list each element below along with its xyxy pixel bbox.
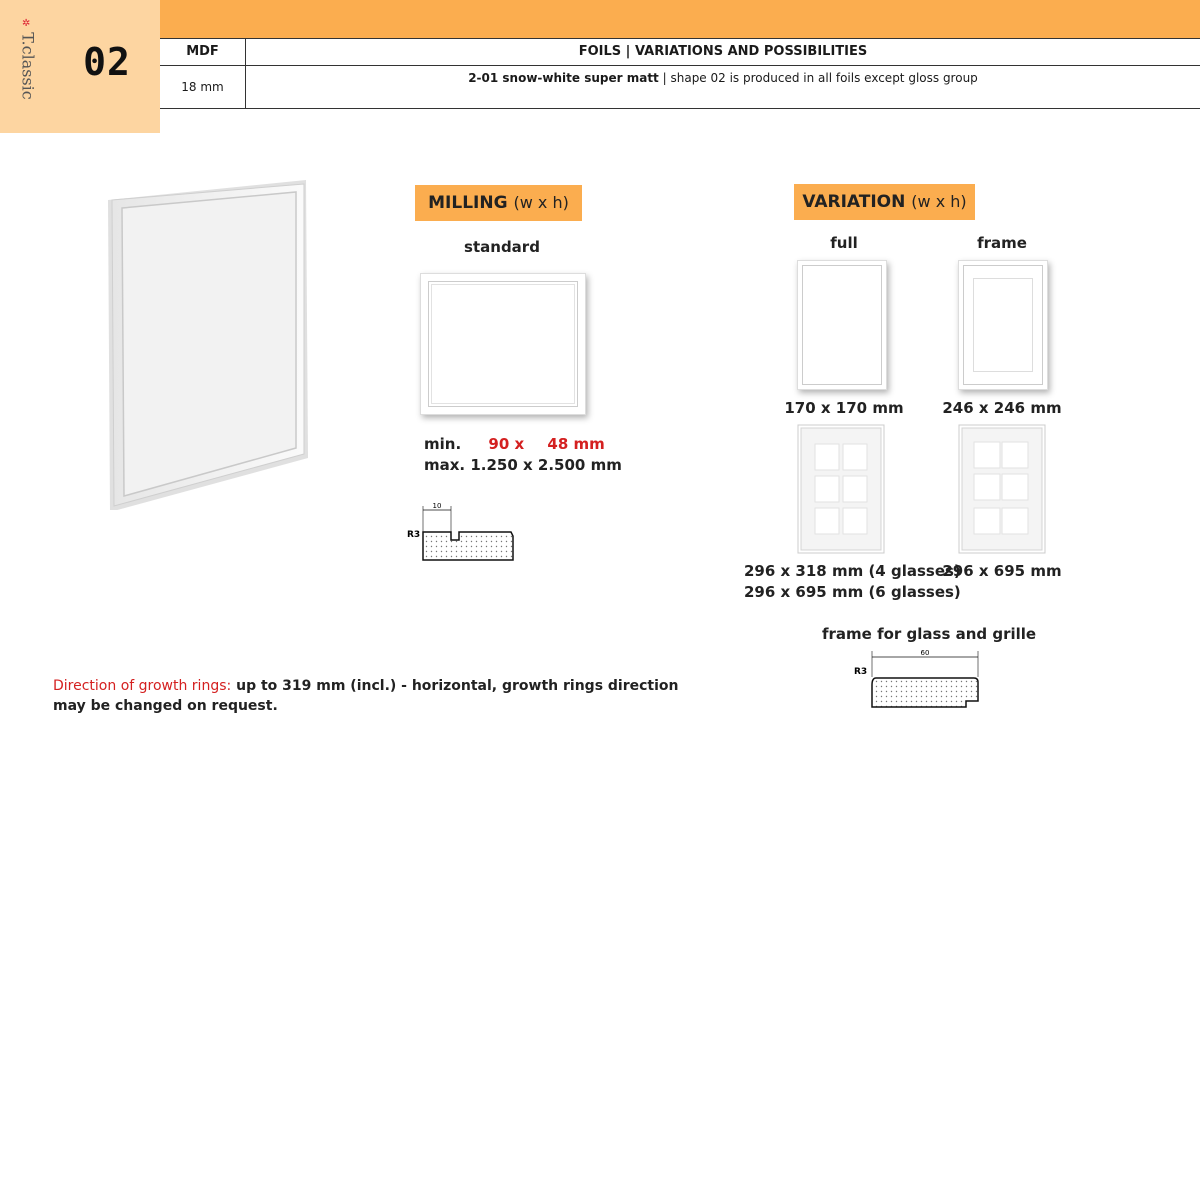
growth-rings-note	[53, 676, 703, 716]
milling-min	[424, 435, 605, 453]
min-label: min.	[424, 435, 462, 453]
frame-profile-radius: R3	[854, 667, 868, 677]
foil-description	[246, 71, 1200, 85]
variation-full-label: full	[830, 234, 858, 252]
variation-frame-label: frame	[977, 234, 1027, 252]
variation-grille-panel	[958, 424, 1048, 556]
variation-glass-panel	[797, 424, 887, 556]
milling-unit: (w x h)	[513, 193, 569, 212]
full-panel-groove	[802, 265, 882, 385]
section-title: FOILS | VARIATIONS AND POSSIBILITIES	[578, 44, 868, 59]
milling-type: standard	[464, 238, 540, 256]
variation-header	[794, 184, 975, 220]
growth-rings-text: up to 319 mm (incl.) - horizontal, growth rings direction may be changed on request.	[53, 678, 679, 714]
variation-full-panel	[797, 260, 887, 390]
brand-logo	[8, 16, 48, 116]
thickness-value: 18 mm	[181, 80, 224, 94]
frame-glass-title: frame for glass and grille	[822, 625, 1037, 643]
shape-code: 02	[83, 40, 131, 84]
milling-profile-diagram	[405, 500, 517, 564]
variation-frame-panel	[958, 260, 1048, 390]
foil-name: 2-01 snow-white super matt	[468, 71, 659, 85]
header-band	[160, 0, 1200, 39]
brand-dots-icon: ✲	[22, 18, 31, 29]
min-height: 48 mm	[547, 435, 605, 453]
variation-glass-size-2: 296 x 695 mm (6 glasses)	[744, 583, 961, 601]
variation-glass-size-1: 296 x 318 mm (4 glasses)	[744, 562, 961, 580]
milling-standard-panel	[420, 273, 586, 415]
door-front-image	[108, 180, 308, 510]
variation-unit: (w x h)	[911, 192, 967, 211]
brand-name: T.classic	[18, 32, 38, 100]
spec-table	[160, 38, 1200, 109]
variation-title: VARIATION	[802, 192, 906, 212]
foil-note: | shape 02 is produced in all foils except gloss group	[662, 71, 978, 85]
min-width: 90 x	[488, 435, 525, 453]
milling-header	[415, 185, 582, 221]
milling-max: max. 1.250 x 2.500 mm	[424, 456, 622, 474]
growth-rings-label: Direction of growth rings:	[53, 678, 232, 694]
milling-title: MILLING	[428, 193, 508, 213]
frame-profile-diagram	[850, 645, 984, 711]
frame-panel-opening	[973, 278, 1033, 372]
catalog-tab	[0, 0, 160, 133]
milling-groove-inner	[431, 284, 575, 404]
milling-profile-radius: R3	[407, 530, 421, 540]
variation-frame-size: 246 x 246 mm	[942, 399, 1062, 417]
material-label: MDF	[186, 44, 219, 59]
milling-profile-dim: 10	[432, 502, 442, 510]
variation-grille-size: 296 x 695 mm	[942, 562, 1062, 580]
frame-profile-dim: 60	[920, 649, 930, 657]
variation-full-size: 170 x 170 mm	[784, 399, 904, 417]
